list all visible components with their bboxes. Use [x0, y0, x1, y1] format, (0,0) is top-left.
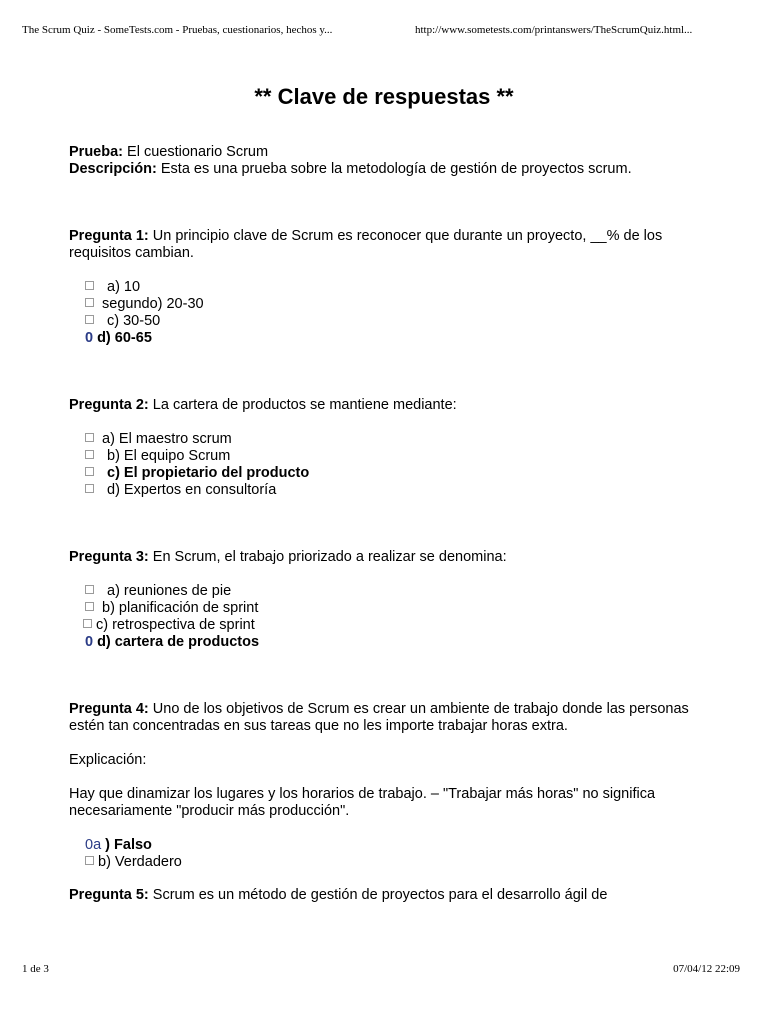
correct-marker: 0a: [85, 837, 102, 853]
test-name-line: [69, 144, 689, 161]
option-label: d) Expertos en consultoría: [107, 482, 277, 498]
option-label: a) reuniones de pie: [107, 583, 232, 599]
correct-marker: 0: [85, 634, 94, 650]
question-5: [69, 887, 689, 904]
question-4-option-b[interactable]: [85, 854, 689, 871]
question-5-label: Pregunta 5:: [69, 887, 149, 903]
option-label: d) cartera de productos: [97, 634, 260, 650]
question-3-option-d-correct[interactable]: [85, 634, 689, 651]
option-label: b) El equipo Scrum: [107, 448, 231, 464]
option-label: b) planificación de sprint: [102, 600, 259, 616]
question-1-prompt: [69, 228, 689, 262]
correct-marker: 0: [85, 330, 94, 346]
question-2-option-d[interactable]: [85, 482, 689, 499]
checkbox-icon[interactable]: [85, 298, 94, 307]
checkbox-icon[interactable]: [85, 433, 94, 442]
test-label: Prueba:: [69, 144, 123, 160]
checkbox-icon[interactable]: [85, 585, 94, 594]
question-3-option-a[interactable]: [85, 583, 689, 600]
question-1-label: Pregunta 1:: [69, 228, 149, 244]
explanation-label: Explicación:: [69, 752, 147, 768]
question-1-option-b[interactable]: [85, 296, 689, 313]
explanation-text: Hay que dinamizar los lugares y los horarios de trabajo. – "Trabajar más horas" no significa necesariamente "producir más producción".: [69, 786, 656, 819]
description-line: [69, 161, 689, 178]
question-1: [69, 228, 689, 347]
question-3-text: En Scrum, el trabajo priorizado a realizar se denomina:: [152, 549, 507, 565]
print-url: http://www.sometests.com/printanswers/TheScrumQuiz.html...: [415, 24, 693, 36]
question-4-option-a-correct[interactable]: [85, 837, 689, 854]
question-1-text: Un principio clave de Scrum es reconocer que durante un proyecto, __% de los requisitos cambian.: [69, 228, 663, 261]
checkbox-icon[interactable]: [85, 602, 94, 611]
checkbox-icon[interactable]: [85, 315, 94, 324]
checkbox-icon[interactable]: [85, 281, 94, 290]
option-label: ) Falso: [105, 837, 152, 853]
question-2: [69, 397, 689, 499]
question-2-option-c-correct[interactable]: [85, 465, 689, 482]
question-2-option-b[interactable]: [85, 448, 689, 465]
option-label: c) 30-50: [107, 313, 161, 329]
checkbox-icon[interactable]: [85, 484, 94, 493]
option-label: a) El maestro scrum: [102, 431, 232, 447]
question-2-text: La cartera de productos se mantiene mediante:: [152, 397, 457, 413]
question-1-option-d-correct[interactable]: [85, 330, 689, 347]
question-2-prompt: [69, 397, 689, 414]
test-value: El cuestionario Scrum: [127, 144, 269, 160]
checkbox-icon[interactable]: [85, 467, 94, 476]
option-label: c) El propietario del producto: [107, 465, 310, 481]
option-label: segundo) 20-30: [102, 296, 204, 312]
question-4-label: Pregunta 4:: [69, 701, 149, 717]
question-4-text: Uno de los objetivos de Scrum es crear un ambiente de trabajo donde las personas estén tan concentradas en sus tareas que no les importe trabajar horas extra.: [69, 701, 689, 734]
question-3-prompt: [69, 549, 689, 566]
question-3: [69, 549, 689, 651]
option-label: a) 10: [107, 279, 141, 295]
question-3-option-b[interactable]: [85, 600, 689, 617]
question-1-options: [85, 279, 689, 347]
question-3-label: Pregunta 3:: [69, 549, 149, 565]
question-2-options: [85, 431, 689, 499]
question-1-option-a[interactable]: [85, 279, 689, 296]
option-label: b) Verdadero: [98, 854, 182, 870]
question-4-options: [85, 837, 689, 871]
question-2-option-a[interactable]: [85, 431, 689, 448]
question-5-prompt: [69, 887, 689, 904]
description-label: Descripción:: [69, 161, 157, 177]
print-page-title: The Scrum Quiz - SomeTests.com - Pruebas, cuestionarios, hechos y...: [22, 24, 333, 36]
question-4-prompt: [69, 701, 689, 735]
question-3-options: [85, 583, 689, 651]
question-4: [69, 701, 689, 871]
page-number: 1 de 3: [22, 963, 49, 975]
question-5-text: Scrum es un método de gestión de proyectos para el desarrollo ágil de: [152, 887, 608, 903]
answer-key-title: ** Clave de respuestas **: [254, 84, 514, 109]
option-label: d) 60-65: [97, 330, 152, 346]
checkbox-icon[interactable]: [85, 856, 94, 865]
question-3-option-c[interactable]: [83, 617, 689, 634]
test-meta: [69, 144, 689, 178]
description-value: Esta es una prueba sobre la metodología de gestión de proyectos scrum.: [160, 161, 632, 177]
question-1-option-c[interactable]: [85, 313, 689, 330]
option-label: c) retrospectiva de sprint: [96, 617, 255, 633]
checkbox-icon[interactable]: [83, 619, 92, 628]
print-datetime: 07/04/12 22:09: [673, 963, 740, 975]
checkbox-icon[interactable]: [85, 450, 94, 459]
question-2-label: Pregunta 2:: [69, 397, 149, 413]
